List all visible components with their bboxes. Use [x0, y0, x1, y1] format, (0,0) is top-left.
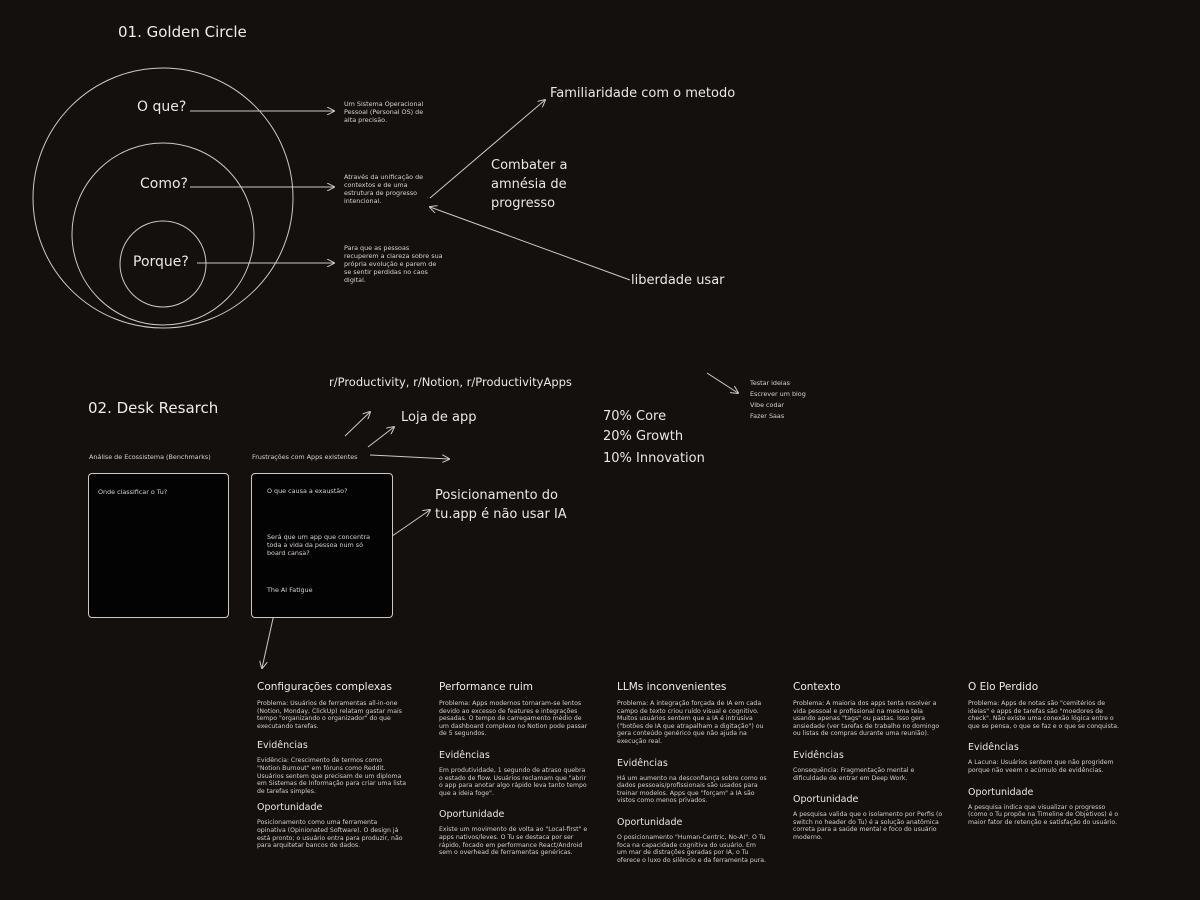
opportunity-heading: Oportunidade [968, 786, 1034, 798]
arrow-store [368, 427, 394, 447]
section-2-title: 02. Desk Resarch [88, 399, 219, 417]
finding-column-5 [968, 681, 1120, 826]
pct-growth: 20% Growth [603, 429, 684, 444]
label-what: O que? [137, 99, 187, 115]
finding-column-3 [617, 681, 767, 864]
finding-problem: Problema: A maioria dos apps tenta resolver a vida pessoal e profissional na mesma tela usando apenas "tags" ou pastas. Isso gera ansiedade (ver tarefas de trabalho no domingo ou listas de compras durante uma reunião). [793, 700, 940, 738]
finding-title: LLMs inconvenientes [617, 681, 727, 693]
card-2-label: Frustrações com Apps existentes [252, 453, 358, 461]
finding-opportunity: Existe um movimento de volta ao "Local-first" e apps nativos/leves. O Tu se destaca por ser rápido, focado em performance React/Android sem o overhead de ferramentas genéricas. [439, 826, 588, 857]
finding-title: Performance ruim [439, 681, 533, 693]
card-2-q2: Será que um app que concentra toda a vida da pessoa num só board cansa? [267, 533, 371, 557]
arrow-right [370, 455, 449, 459]
finding-evidence: Há um aumento na desconfiança sobre como os dados pessoais/profissionais são usados para treinar modelos. Apps que "forçam" a IA são vistos como menos privados. [617, 774, 767, 805]
positioning-label: Posicionamento do tu.app é não usar IA [435, 488, 567, 522]
finding-evidence: Evidência: Crescimento de termos como "Notion Burnout" em fóruns como Reddit. Usuários sentem que precisam de um diploma em Sistemas de Informação para criar uma lista de tarefas simples. [257, 757, 407, 795]
familiarity-label: Familiaridade com o metodo [550, 86, 736, 101]
finding-problem: Problema: A integração forçada de IA em cada campo de texto criou ruído visual e cognitivo. Muitos usuários sentem que a IA é intrusiva ("botões de IA que atrapalham a digitação") ou gera conteúdo genérico que não ajuda na execução real. [617, 700, 764, 745]
store-label: Loja de app [401, 410, 477, 425]
combat-label: Combater a amnésia de progresso [491, 158, 568, 211]
finding-column-4 [793, 681, 943, 842]
card-2-q3: The AI Fatigue [267, 586, 313, 594]
frustrations-card [251, 473, 393, 618]
finding-title: Contexto [793, 681, 841, 693]
finding-evidence: Em produtividade, 1 segundo de atraso quebra o estado de flow. Usuários reclamam que "abrir o app para anotar algo rápido leva tanto tempo que a ideia foge". [439, 766, 587, 797]
note-what: Um Sistema Operacional Pessoal (Personal OS) de alta precisão. [344, 100, 424, 124]
benchmark-card [88, 473, 229, 618]
finding-title: O Elo Perdido [968, 681, 1039, 693]
reddit-sources: r/Productivity, r/Notion, r/ProductivityApps [329, 375, 572, 389]
finding-title: Configurações complexas [257, 681, 392, 693]
opportunity-heading: Oportunidade [617, 816, 683, 828]
arrow-freedom [430, 207, 630, 280]
middle-circle [72, 143, 254, 325]
finding-evidence: A Lacuna: Usuários sentem que não progridem porque não veem o acúmulo de evidências. [968, 759, 1114, 774]
idea-1: Testar ideias [750, 379, 790, 387]
card-1-text: Onde classificar o Tu? [98, 488, 168, 496]
note-why: Para que as pessoas recuperem a clareza sobre sua própria evolução e parem de se sentir perdidas no caos digital. [344, 244, 443, 284]
finding-column-1 [257, 681, 407, 850]
pct-core: 70% Core [603, 409, 667, 424]
evidence-heading: Evidências [968, 742, 1019, 754]
evidence-heading: Evidências [257, 740, 308, 752]
finding-opportunity: O posicionamento "Human-Centric, No-AI". O Tu foca na capacidade cognitiva do usuário. Em um mar de distrações geradas por IA, o Tu oferece o luxo do silêncio e da ferramenta pura. [617, 833, 767, 864]
finding-opportunity: A pesquisa indica que visualizar o progresso (como o Tu propõe na Timeline de Objetivos) é o maior fator de retenção e satisfação do usuário. [968, 803, 1119, 826]
section-1-title: 01. Golden Circle [118, 23, 247, 41]
card-2-q1: O que causa a exaustão? [267, 487, 348, 495]
label-how: Como? [140, 176, 188, 192]
idea-3: Vibe codar [750, 401, 785, 409]
opportunity-heading: Oportunidade [793, 794, 859, 806]
finding-opportunity: A pesquisa valida que o isolamento por Perfis (o switch no header do Tu) é a solução anatômica correta para a saúde mental e foco do usuário moderno. [793, 811, 943, 841]
idea-2: Escrever um blog [750, 390, 806, 398]
finding-problem: Problema: Usuários de ferramentas all-in-one (Notion, Monday, ClickUp) relatam gastar mais tempo "organizando o organizador" do que executando tarefas. [257, 700, 402, 730]
finding-problem: Problema: Apps de notas são "cemitérios de ideias" e apps de tarefas são "moedores de check". Não existe uma conexão lógica entre o que se pensa, o que se faz e o que se conquista. [968, 700, 1120, 730]
pct-innovation: 10% Innovation [603, 451, 705, 466]
opportunity-heading: Oportunidade [257, 802, 323, 814]
finding-column-2 [439, 681, 589, 857]
freedom-label: liberdade usar [631, 273, 725, 288]
note-how: Através da unificação de contextos e de uma estrutura de progresso intencional. [344, 173, 424, 205]
opportunity-heading: Oportunidade [439, 809, 505, 821]
arrow-ideas [707, 373, 738, 393]
finding-opportunity: Posicionamento como uma ferramenta opinativa (Opinionated Software). O design já está pronto; o usuário entra para produzir, não para arquitetar bancos de dados. [257, 819, 403, 850]
evidence-heading: Evidências [793, 749, 844, 761]
finding-problem: Problema: Apps modernos tornaram-se lentos devido ao excesso de features e integrações pesadas. O tempo de carregamento médio de um dashboard complexo no Notion pode passar de 5 segundos. [439, 700, 588, 738]
evidence-heading: Evidências [617, 757, 668, 769]
label-why: Porque? [133, 254, 189, 270]
arrow-reddit [345, 412, 370, 436]
evidence-heading: Evidências [439, 749, 490, 761]
card-1-label: Análise de Ecossistema (Benchmarks) [89, 453, 211, 461]
idea-4: Fazer Saas [750, 412, 785, 420]
finding-evidence: Consequência: Fragmentação mental e dificuldade de entrar em Deep Work. [793, 766, 915, 782]
